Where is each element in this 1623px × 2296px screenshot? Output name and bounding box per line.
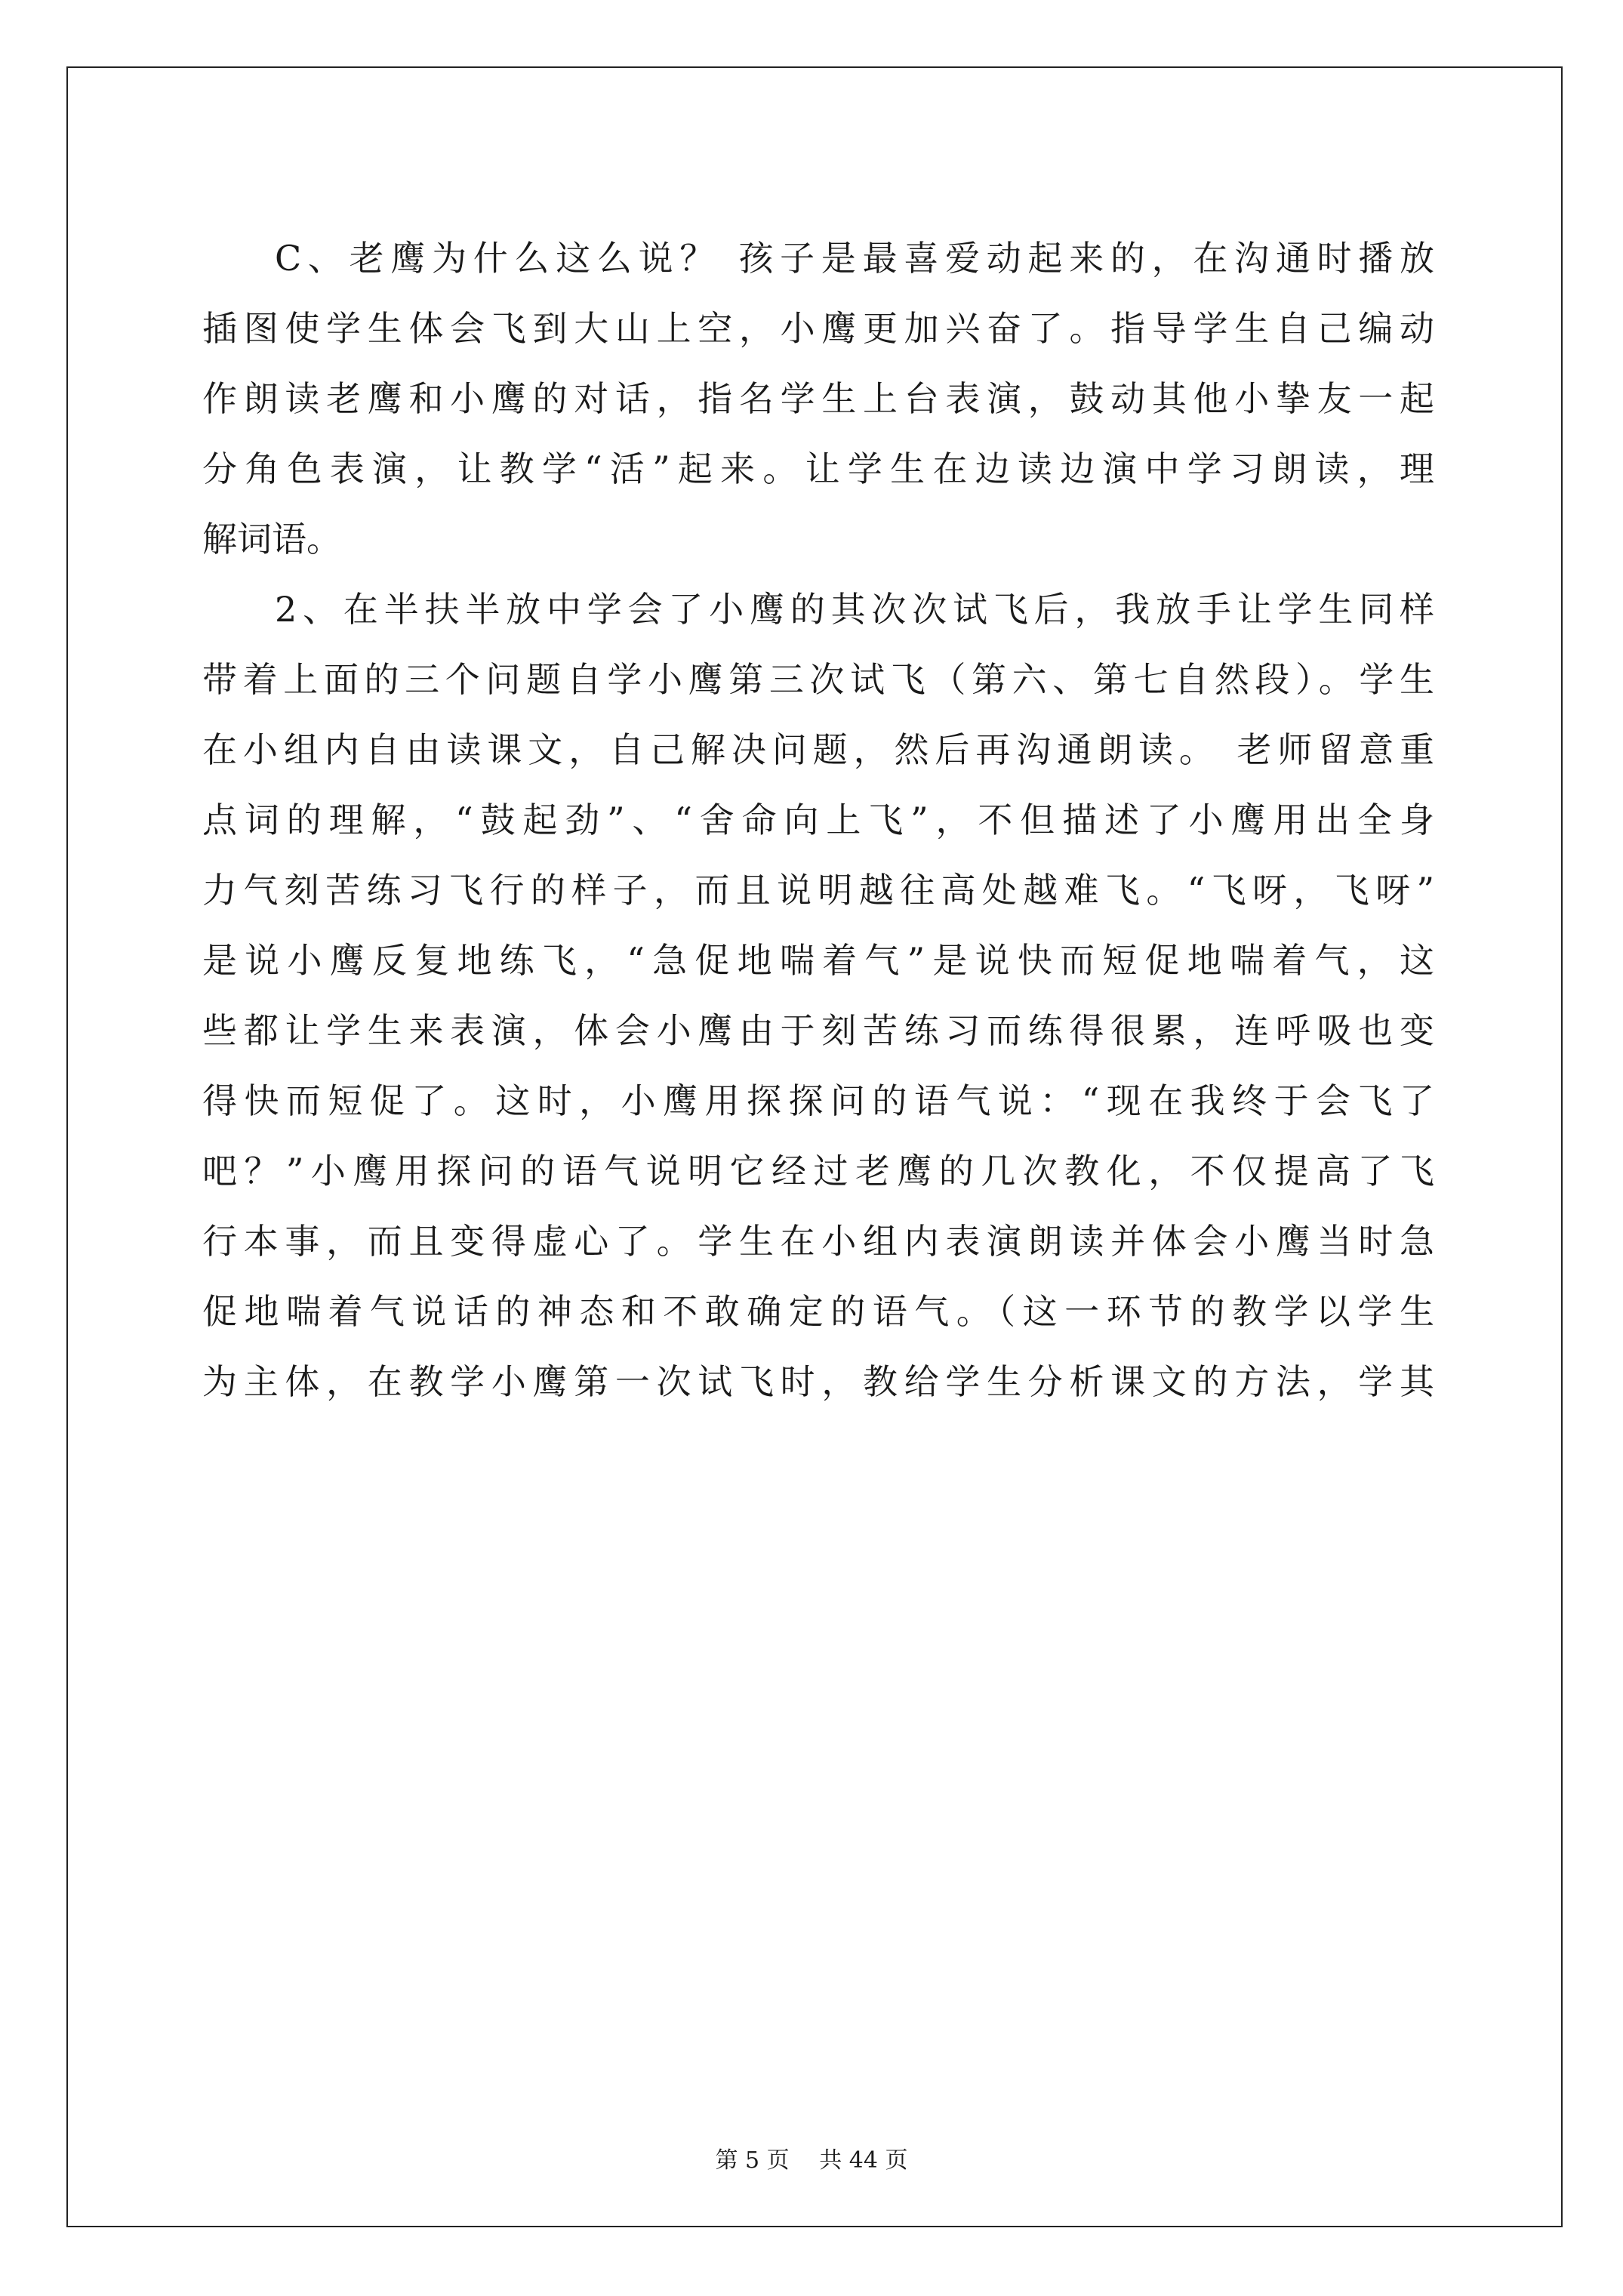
text-line: 2、在半扶半放中学会了小鹰的其次次试飞后，我放手让学生同样 bbox=[275, 589, 1434, 630]
text-line: 在小组内自由读课文，自己解决问题，然后再沟通朗读。 老师留意重 bbox=[202, 729, 1434, 770]
text-line: 为主体，在教学小鹰第一次试飞时，教给学生分析课文的方法，学其 bbox=[202, 1361, 1434, 1402]
text-line: 吧？”小鹰用探问的语气说明它经过老鹰的几次教化，不仅提高了飞 bbox=[202, 1151, 1434, 1191]
text-line: 些都让学生来表演，体会小鹰由于刻苦练习而练得很累，连呼吸也变 bbox=[202, 1010, 1434, 1051]
page-footer: 第 5 页 共 44 页 bbox=[715, 2147, 908, 2174]
text-line: 得快而短促了。这时，小鹰用探探问的语气说：“现在我终于会飞了 bbox=[202, 1080, 1434, 1121]
text-line: 促地喘着气说话的神态和不敢确定的语气。（这一环节的教学以学生 bbox=[202, 1291, 1434, 1332]
text-line: 行本事，而且变得虚心了。学生在小组内表演朗读并体会小鹰当时急 bbox=[202, 1221, 1434, 1262]
text-line: 插图使学生体会飞到大山上空，小鹰更加兴奋了。指导学生自己编动 bbox=[202, 308, 1434, 349]
text-line: 作朗读老鹰和小鹰的对话，指名学生上台表演，鼓动其他小挚友一起 bbox=[202, 378, 1434, 419]
text-line: 分角色表演，让教学“活”起来。让学生在边读边演中学习朗读，理 bbox=[202, 448, 1434, 489]
text-line: 力气刻苦练习飞行的样子，而且说明越往高处越难飞。“飞呀，飞呀” bbox=[202, 870, 1434, 911]
document-body bbox=[202, 223, 1434, 1417]
text-line: 解词语。 bbox=[202, 519, 341, 559]
text-line: C、老鹰为什么这么说？ 孩子是最喜爱动起来的，在沟通时播放 bbox=[275, 238, 1434, 279]
text-line: 是说小鹰反复地练飞，“急促地喘着气”是说快而短促地喘着气，这 bbox=[202, 940, 1434, 981]
text-line: 点词的理解，“鼓起劲”、“舍命向上飞”，不但描述了小鹰用出全身 bbox=[202, 800, 1434, 840]
text-line: 带着上面的三个问题自学小鹰第三次试飞（第六、第七自然段）。学生 bbox=[202, 659, 1434, 700]
